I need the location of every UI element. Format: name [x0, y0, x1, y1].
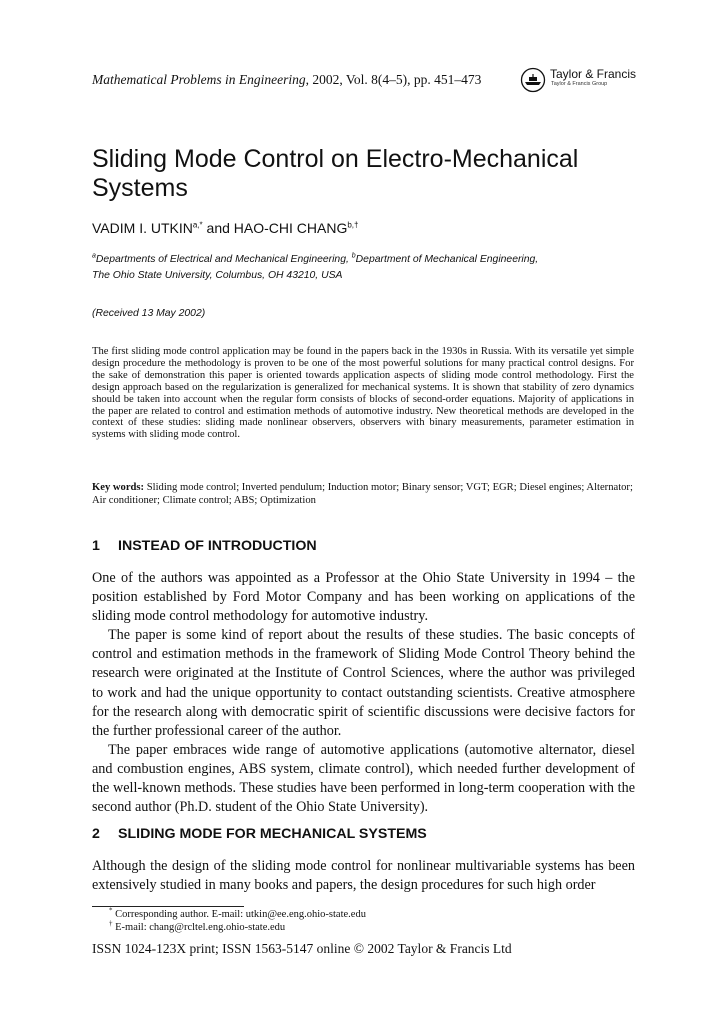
footnotes: [109, 908, 366, 934]
section-1-paragraph-2: The paper is some kind of report about the results of these studies. The basic concepts of control and estimation methods in the framework of Sliding Mode Control Theory behind the research were originated at the Institute of Control Sciences, where the author was privileged to work and had the unique opportunity to contact outstanding scientists. Creative atmosphere for the research along with democratic spirit of scientific discussions were decisive factors for the further professional career of the author.: [92, 627, 635, 739]
footnote-2-text: E-mail: chang@rcltel.eng.ohio-state.edu: [112, 922, 286, 933]
keywords-text: Sliding mode control; Inverted pendulum; Induction motor; Binary sensor; VGT; EGR; Diesel engines; Alternator; Air conditioner; Climate control; ABS; Optimization: [92, 482, 633, 506]
publisher-logo-subtext: Taylor & Francis Group: [551, 81, 608, 87]
received-date: (Received 13 May 2002): [92, 308, 206, 319]
footnote-1-mark: *: [109, 906, 113, 915]
author-conjunction: and: [202, 220, 234, 236]
publisher-logo: [520, 67, 655, 94]
footnote-2-mark: †: [109, 919, 113, 928]
section-1-title: INSTEAD OF INTRODUCTION: [118, 538, 317, 554]
publisher-emblem-icon: [520, 67, 546, 93]
footnote-1-text: Corresponding author. E-mail: utkin@ee.eng.ohio-state.edu: [112, 909, 366, 920]
section-1-body: [92, 569, 635, 817]
keywords: [92, 481, 634, 507]
author-1: VADIM I. UTKIN: [92, 220, 193, 236]
author-2-marks: b,†: [347, 220, 359, 230]
affiliation-b: Department of Mechanical Engineering,: [355, 254, 539, 265]
page-header: [92, 67, 652, 100]
affiliation-a: Departments of Electrical and Mechanical Engineering,: [95, 254, 352, 265]
author-2: HAO-CHI CHANG: [233, 220, 348, 236]
section-2-heading: [92, 826, 427, 842]
affiliation-line-1: [92, 252, 652, 268]
publisher-logo-text: Taylor & Francis: [550, 67, 637, 81]
issn-line: ISSN 1024-123X print; ISSN 1563-5147 online © 2002 Taylor & Francis Ltd: [92, 941, 512, 956]
abstract: The first sliding mode control application may be found in the papers back in the 1930s in Russia. With its versatile yet simple design procedure the methodology is proven to be one of the most powerful solutions for many practical control designs. For the sake of demonstration this paper is oriented towards application aspects of sliding mode control methodology. First the design approach based on the regularization is generalized for mechanical systems. It is shown that stability of zero dynamics should be taken into account when the regular form consists of blocks of second-order equations. Majority of applications in the paper are related to control and estimation methods of automotive industry. New theoretical methods are developed in the context of these studies: sliding made nonlinear observers, observers with binary measurements, parameter estimation in systems with sliding mode control.: [92, 346, 634, 441]
affiliations: [92, 252, 652, 284]
footnote-2: [109, 921, 366, 934]
section-2-paragraph-1: Although the design of the sliding mode control for nonlinear multivariable systems has been extensively studied in many books and papers, the design procedures for such high order: [92, 858, 635, 894]
section-2-title: SLIDING MODE FOR MECHANICAL SYSTEMS: [118, 826, 427, 842]
footnote-rule: [92, 906, 244, 907]
section-1-paragraph-3: The paper embraces wide range of automotive applications (automotive alternator, diesel and combustion engines, ABS system, climate control), which needed further development of the well-known methods. These studies have been performed in long-term cooperation with the second author (Ph.D. student of the Ohio State University).: [92, 741, 635, 816]
journal-name: Mathematical Problems in Engineering: [92, 72, 306, 87]
section-1-number: 1: [92, 538, 100, 554]
section-2-number: 2: [92, 826, 100, 842]
journal-citation: [92, 72, 481, 88]
footnote-1: [109, 908, 366, 921]
section-1-heading: [92, 538, 317, 554]
paper-title: Sliding Mode Control on Electro-Mechanical Systems: [92, 145, 579, 202]
section-1-paragraph-1: One of the authors was appointed as a Professor at the Ohio State University in 1994 – the position established by Ford Motor Company and has been working on applications of the sliding mode control methodology for automotive industry.: [92, 570, 635, 625]
affiliation-mark-a: a: [92, 252, 96, 260]
keywords-label: Key words:: [92, 482, 145, 493]
journal-details: , 2002, Vol. 8(4–5), pp. 451–473: [305, 72, 482, 87]
affiliation-address: The Ohio State University, Columbus, OH 43210, USA: [92, 270, 343, 281]
section-2-body: [92, 857, 635, 895]
affiliation-mark-b: b: [351, 252, 356, 260]
author-line: [92, 220, 358, 236]
author-1-marks: a,*: [192, 220, 203, 230]
